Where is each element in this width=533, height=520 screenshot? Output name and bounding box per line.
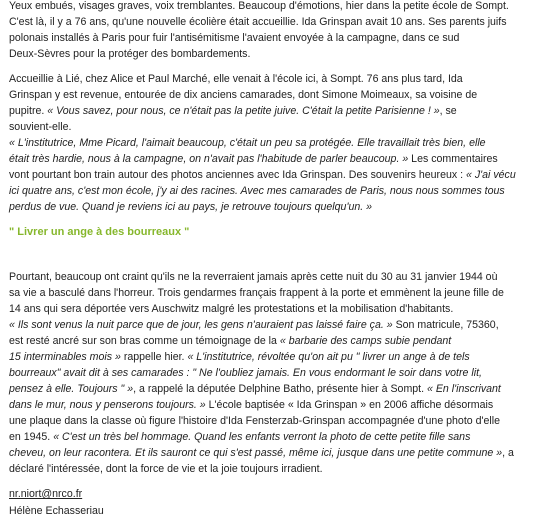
text-segment: en 1945. bbox=[9, 431, 54, 443]
quote-segment: pensez à elle. Toujours " » bbox=[9, 383, 134, 395]
text-line: sa vie a basculé dans l'horreur. Trois gendarmes français frappent à la porte et emmènent la jeune fille de bbox=[9, 287, 504, 299]
email-link[interactable]: nr.niort@nrco.fr bbox=[9, 488, 83, 500]
text-segment: rappelle hier. bbox=[120, 351, 188, 363]
text-line bbox=[9, 104, 457, 120]
text-segment: pupitre. bbox=[9, 105, 48, 117]
quote-segment: « J'ai vécu bbox=[466, 169, 516, 181]
quote-segment: « Vous savez, pour nous, ce n'était pas la petite juive. C'était la petite Parisienne ! » bbox=[47, 105, 440, 117]
quote-segment: « En l'inscrivant bbox=[427, 383, 501, 395]
text-line bbox=[9, 366, 482, 382]
text-line bbox=[9, 350, 470, 366]
text-segment: , a rappelé la députée Delphine Batho, présente hier à Sompt. bbox=[133, 383, 427, 395]
quote-segment: « Ils sont venus la nuit parce que de jour, les gens n'auraient pas laissé faire ça. » bbox=[9, 319, 393, 331]
text-line bbox=[9, 334, 451, 350]
text-line: une plaque dans la classe où figure l'histoire d'Ida Fensterzab-Grinspan accompagnée d'une photo d'elle bbox=[9, 415, 501, 427]
text-segment: L'école baptisée « Ida Grinspan » en 2006 affiche désormais bbox=[205, 399, 494, 411]
quote-line: perdus de vue. Quand je reviens ici au pays, je retrouve toujours quelqu'un. » bbox=[9, 201, 373, 213]
text-segment: Son matricule, 75360, bbox=[392, 319, 499, 331]
quote-segment: bourreaux" avait dit à ses camarades : " Ne l'oubliez jamais. En vous endormant le soir dans votre lit, bbox=[9, 367, 482, 379]
text-segment: Les commentaires bbox=[408, 153, 498, 165]
text-line: C'est là, il y a 76 ans, qu'une nouvelle écolière était accueillie. Ida Grinspan avait 10 ans. Ses parents juifs bbox=[9, 16, 507, 28]
text-segment: est resté ancré sur son bras comme un témoignage de la bbox=[9, 335, 280, 347]
quote-segment: « C'est un très bel hommage. Quand les enfants verront la photo de cette petite fille sans bbox=[53, 431, 471, 443]
text-line: déclaré l'intéressée, dont la force de vie et la joie toujours irradient. bbox=[9, 463, 323, 475]
text-line bbox=[9, 430, 470, 446]
text-line: souvient-elle. bbox=[9, 121, 72, 133]
text-segment: vont pourtant bon train autour des photos anciennes avec Ida Grinspan. Des souvenirs heureux : bbox=[9, 169, 466, 181]
author-signature: Hélène Echasseriau bbox=[9, 505, 104, 517]
text-line bbox=[9, 168, 516, 184]
text-line: 14 ans qui sera déportée vers Auschwitz malgré les protestations et la mobilisation d'habitants. bbox=[9, 303, 454, 315]
text-line: Grinspan y est revenue, entourée de dix anciens camarades, dont Simone Moimeaux, sa voisine de bbox=[9, 89, 478, 101]
text-segment: , a bbox=[502, 447, 514, 459]
text-line bbox=[9, 398, 493, 414]
quote-segment: dans le mur, nous y penserons toujours. » bbox=[9, 399, 206, 411]
quote-segment: « barbarie des camps subie pendant bbox=[279, 335, 452, 347]
text-line bbox=[9, 382, 501, 398]
text-line bbox=[9, 446, 514, 462]
text-line: Yeux embués, visages graves, voix tremblantes. Beaucoup d'émotions, hier dans la petite école de Sompt. bbox=[9, 0, 509, 12]
text-line bbox=[9, 318, 499, 334]
text-line bbox=[9, 152, 498, 168]
quote-segment: cheveu, on leur racontera. Et ils sauront ce qui s'est passé, même ici, jusque dans une petite commune » bbox=[9, 447, 503, 459]
section-subheading: " Livrer un ange à des bourreaux " bbox=[9, 226, 190, 238]
text-line: Pourtant, beaucoup ont craint qu'ils ne la reverraient jamais après cette nuit du 30 au 31 janvier 1944 où bbox=[9, 271, 498, 283]
quote-line: « L'institutrice, Mme Picard, l'aimait beaucoup, c'était un peu sa protégée. Elle travaillait très bien, elle bbox=[9, 137, 486, 149]
quote-line: ici quatre ans, c'est mon école, j'y ai des racines. Avec mes camarades de Paris, nous nous sommes tous bbox=[9, 185, 505, 197]
quote-segment: 15 interminables mois » bbox=[9, 351, 121, 363]
text-line: Deux-Sèvres pour la protéger des bombardements. bbox=[9, 48, 251, 60]
text-line: Accueillie à Lié, chez Alice et Paul Marché, elle venait à l'école ici, à Sompt. 76 ans plus tard, Ida bbox=[9, 73, 463, 85]
quote-segment: était très hardie, nous à la campagne, on n'avait pas l'habitude de parler beaucoup. » bbox=[9, 153, 409, 165]
text-line: polonais installés à Paris pour fuir l'antisémitisme l'avaient envoyée à la campagne, dans ce sud bbox=[9, 32, 460, 44]
text-segment: , se bbox=[439, 105, 457, 117]
quote-segment: « L'institutrice, révoltée qu'on ait pu " livrer un ange à de tels bbox=[187, 351, 470, 363]
